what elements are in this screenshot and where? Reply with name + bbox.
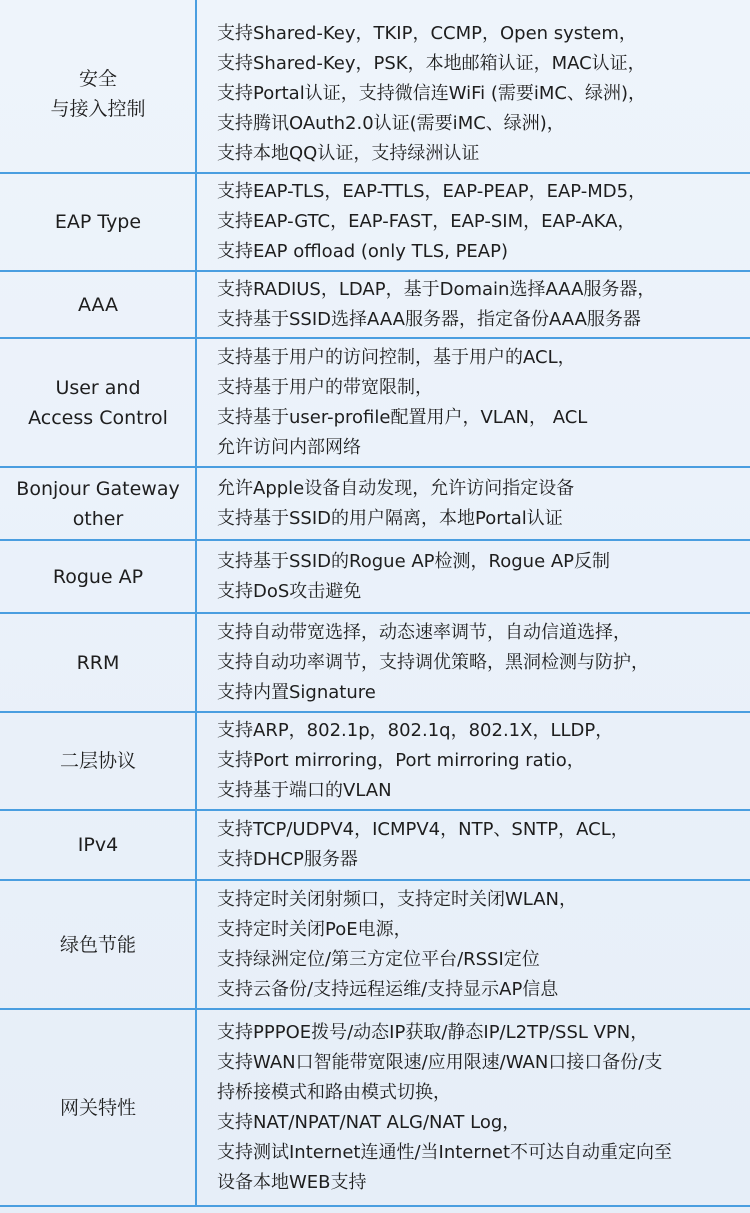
row-label: 二层协议 — [59, 750, 136, 772]
row-content — [217, 541, 742, 612]
content-line: 支持Port mirroring，Port mirroring ratio， — [217, 750, 585, 771]
row-content — [217, 272, 742, 337]
table-row — [0, 541, 750, 614]
column-divider — [195, 174, 197, 270]
content-line: 支持TCP/UDPV4，ICMPV4，NTP、SNTP，ACL， — [217, 819, 629, 840]
column-divider — [195, 16, 197, 172]
row-content — [217, 339, 742, 466]
content-line: 支持绿洲定位/第三方定位平台/RSSI定位 — [217, 948, 540, 970]
content-line: 支持PPPOE拨号/动态IP获取/静态IP/L2TP/SSL VPN， — [217, 1021, 649, 1043]
row-label: 绿色节能 — [59, 933, 136, 956]
content-line: 支持EAP-TLS，EAP-TTLS，EAP-PEAP，EAP-MD5， — [217, 181, 647, 202]
content-line: 支持WAN口智能带宽限速/应用限速/WAN口接口备份/支 — [217, 1051, 663, 1073]
table-row — [0, 1010, 750, 1207]
table-row — [0, 614, 750, 713]
content-line: 支持基于SSID选择AAA服务器，指定备份AAA服务器 — [217, 308, 641, 330]
row-label: 安全 与接入控制 — [50, 68, 146, 120]
content-line: 持桥接模式和路由模式切换， — [217, 1081, 451, 1103]
row-content — [217, 713, 742, 809]
column-divider — [195, 339, 197, 466]
table-row — [0, 468, 750, 541]
row-label: RRM — [76, 651, 120, 674]
content-line: 支持DHCP服务器 — [217, 849, 358, 870]
content-line: 支持基于user-profile配置用户，VLAN， ACL — [217, 406, 588, 428]
row-content — [217, 16, 742, 172]
column-divider — [195, 713, 197, 809]
content-line: 支持内置Signature — [217, 681, 376, 703]
column-divider — [195, 881, 197, 1008]
row-content — [217, 174, 742, 270]
row-content — [217, 881, 742, 1008]
content-line: 支持自动功率调节，支持调优策略，黑洞检测与防护， — [217, 651, 649, 673]
row-label: IPv4 — [77, 834, 119, 856]
content-line: 支持RADIUS，LDAP，基于Domain选择AAA服务器， — [217, 278, 656, 300]
column-divider — [195, 614, 197, 711]
content-line: 支持测试Internet连通性/当Internet不可达自动重定向至 — [217, 1141, 673, 1163]
content-line: 支持定时关闭PoE电源， — [217, 918, 412, 940]
content-line: 支持腾讯OAuth2.0认证(需要iMC、绿洲)， — [217, 113, 565, 134]
content-line: 支持Shared-Key，PSK，本地邮箱认证，MAC认证， — [217, 53, 646, 74]
row-label: User and Access Control — [28, 376, 168, 429]
table-row — [0, 881, 750, 1010]
table-row — [0, 272, 750, 339]
content-line: 支持本地QQ认证，支持绿洲认证 — [217, 143, 480, 164]
table-row — [0, 713, 750, 811]
content-line: 支持Portal认证，支持微信连WiFi (需要iMC、绿洲)， — [217, 83, 647, 104]
content-line: 支持Shared-Key，TKIP，CCMP，Open system， — [217, 23, 637, 44]
row-content — [217, 1010, 742, 1205]
content-line: 支持基于用户的访问控制，基于用户的ACL， — [217, 346, 576, 368]
column-divider — [195, 0, 197, 16]
row-label: Rogue AP — [52, 565, 144, 588]
row-label: AAA — [77, 293, 119, 316]
content-line: 支持基于用户的带宽限制， — [217, 376, 433, 398]
column-divider — [195, 272, 197, 337]
content-line: 支持EAP-GTC，EAP-FAST，EAP-SIM，EAP-AKA， — [217, 211, 636, 232]
column-divider — [195, 811, 197, 879]
row-content — [217, 468, 742, 539]
row-label: EAP Type — [54, 211, 142, 233]
content-line: 允许访问内部网络 — [217, 436, 361, 458]
content-line: 允许Apple设备自动发现，允许访问指定设备 — [217, 477, 575, 499]
column-divider — [195, 468, 197, 539]
table-row — [0, 339, 750, 468]
content-line: 支持ARP，802.1p，802.1q，802.1X，LLDP， — [217, 720, 614, 741]
content-line: 支持定时关闭射频口，支持定时关闭WLAN， — [217, 888, 578, 910]
content-line: 设备本地WEB支持 — [217, 1171, 367, 1193]
table-row — [0, 811, 750, 881]
content-line: 支持NAT/NPAT/NAT ALG/NAT Log， — [217, 1111, 521, 1133]
column-divider — [195, 541, 197, 612]
content-line: 支持EAP offload (only TLS, PEAP) — [217, 241, 508, 262]
column-divider — [195, 1010, 197, 1205]
row-label: Bonjour Gateway other — [16, 477, 180, 530]
row-content — [217, 614, 742, 711]
content-line: 支持自动带宽选择，动态速率调节，自动信道选择， — [217, 621, 631, 643]
row-label: 网关特性 — [59, 1096, 136, 1119]
table-row — [0, 174, 750, 272]
row-content — [217, 811, 742, 879]
content-line: 支持云备份/支持远程运维/支持显示AP信息 — [217, 978, 559, 1000]
table-row — [0, 16, 750, 174]
cut-off-previous-row — [0, 0, 750, 16]
content-line: 支持基于端口的VLAN — [217, 780, 392, 801]
content-line: 支持基于SSID的Rogue AP检测，Rogue AP反制 — [217, 550, 611, 572]
content-line: 支持DoS攻击避免 — [217, 580, 362, 602]
content-line: 支持基于SSID的用户隔离，本地Portal认证 — [217, 507, 563, 529]
